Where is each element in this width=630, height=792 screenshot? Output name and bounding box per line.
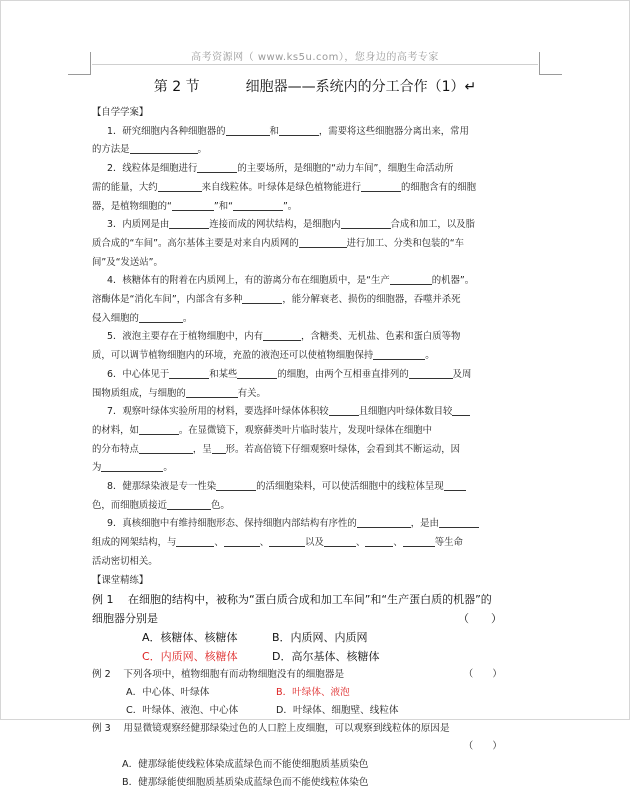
blank xyxy=(269,534,305,547)
example-2-options-ab xyxy=(92,684,542,702)
blank xyxy=(409,366,453,379)
blank xyxy=(452,403,470,416)
blank xyxy=(341,216,391,229)
blank xyxy=(361,179,401,192)
option-a: A．健那绿能使线粒体染成蓝绿色而不能使细胞质基质染色 xyxy=(122,759,369,771)
question-6: 6．中心体见于 和某些 的细胞，由两个互相垂直排列的 及周 围物质组成，与细胞的 有关。 xyxy=(92,366,542,403)
blank xyxy=(263,328,301,341)
page-title xyxy=(0,76,630,96)
blank xyxy=(233,198,283,211)
option-b: B．健那绿能使细胞质基质染成蓝绿色而不能使线粒体染色 xyxy=(122,777,369,789)
option-c: C．内质网、核糖体 xyxy=(142,650,238,664)
question-3: 3．内质网是由 连接而成的网状结构，是细胞内 合成和加工，以及脂 质合成的“车间”。高尔基体主要是对来自内质网的 进行加工、分类和包装的“车 间”及“发送站”。 xyxy=(92,216,542,272)
blank xyxy=(172,198,214,211)
question-8: 8．健那绿染液是专一性染 的活细胞染料，可以使活细胞中的线粒体呈现 色，而细胞质接近 色。 xyxy=(92,478,542,515)
question-1: 1．研究细胞内各种细胞器的 和 ，需要将这些细胞器分离出来，常用 的方法是 。 xyxy=(92,123,542,160)
blank xyxy=(357,515,411,528)
answer-bracket: （ ） xyxy=(463,741,502,753)
blank xyxy=(224,534,260,547)
classroom-heading: 【课堂精练】 xyxy=(92,574,149,586)
option-c: C．叶绿体、液泡、中心体 xyxy=(126,705,239,717)
blank xyxy=(130,141,198,154)
question-7: 7．观察叶绿体实验所用的材料，要选择叶绿体体积较 且细胞内叶绿体数目较 的材料，如 。在显微镜下，观察藓类叶片临时装片，发现叶绿体在细胞中 的分布特点 ，呈 形。若高倍镜下仔细观察叶绿体，会看到其不断运动，因 为 。 xyxy=(92,403,542,478)
section-topic: 细胞器——系统内的分工合作（1）↵ xyxy=(245,79,477,95)
blank xyxy=(299,235,347,248)
page-header: 高考资源网（ www.ks5u.com），您身边的高考专家 xyxy=(191,52,439,63)
question-4: 4．核糖体有的附着在内质网上，有的游离分布在细胞质中，是“生产 的机器”。 溶酶体是“消化车间”，内部含有多种 ，能分解衰老、损伤的细胞器，吞噬并杀死 侵入细胞的 。 xyxy=(92,272,542,328)
blank xyxy=(169,216,209,229)
section-number: 第 2 节 xyxy=(153,79,200,95)
blank xyxy=(329,403,359,416)
example-1-options-cd xyxy=(92,647,542,666)
option-d: D．叶绿体、细胞壁、线粒体 xyxy=(276,705,399,717)
option-a: A．中心体、叶绿体 xyxy=(126,687,210,699)
blank xyxy=(139,441,193,454)
option-b: B．内质网、内质网 xyxy=(272,631,368,645)
blank xyxy=(237,366,277,379)
blank xyxy=(139,310,183,323)
example-3-stem: 例 3 用显微镜观察经健那绿染过色的人口腔上皮细胞，可以观察到线粒体的原因是 xyxy=(92,723,450,735)
blank xyxy=(226,123,270,136)
answer-bracket: （ ） xyxy=(463,669,502,681)
option-d: D．高尔基体、核糖体 xyxy=(272,650,380,664)
question-9: 9．真核细胞中有维持细胞形态、保持细胞内部结构有序性的 ，是由 组成的网架结构，与 、 、 以及 、 、 等生命 活动密切相关。 xyxy=(92,515,542,571)
blank xyxy=(167,497,211,510)
question-5: 5．液泡主要存在于植物细胞中，内有 ，含糖类、无机盐、色素和蛋白质等物 质，可以调节植物细胞内的环境，充盈的液泡还可以使植物细胞保持 。 xyxy=(92,328,542,365)
blank xyxy=(139,422,179,435)
blank xyxy=(197,160,237,173)
option-b: B．叶绿体、液泡 xyxy=(276,687,350,699)
blank xyxy=(403,534,435,547)
answer-bracket: （ ） xyxy=(458,612,502,626)
blank xyxy=(279,123,319,136)
example-2-stem: 例 2 下列各项中，植物细胞有而动物细胞没有的细胞器是 （ ） xyxy=(92,666,542,684)
blank xyxy=(324,534,356,547)
blank xyxy=(176,534,214,547)
blank xyxy=(390,272,432,285)
example-1-options-ab xyxy=(92,628,542,647)
example-2-options-cd xyxy=(92,702,542,720)
question-2: 2．线粒体是细胞进行 的主要场所，是细胞的“动力车间”，细胞生命活动所 需的能量，大约 来自线粒体。叶绿体是绿色植物能进行 的细胞含有的细胞 器，是植物细胞的“ ”和“ ”。 xyxy=(92,160,542,216)
blank xyxy=(216,478,256,491)
blank xyxy=(186,385,238,398)
example-1-stem: 例 1 在细胞的结构中，被称为“蛋白质合成和加工车间”和“生产蛋白质的机器”的 xyxy=(92,593,492,607)
example-1 xyxy=(92,590,542,666)
example-2 xyxy=(92,666,542,720)
header-rule xyxy=(92,64,538,65)
blank xyxy=(158,179,202,192)
document-body xyxy=(92,104,542,792)
example-1-stem-2: 细胞器分别是 （ ） xyxy=(92,609,542,628)
blank xyxy=(365,534,393,547)
option-a: A．核糖体、核糖体 xyxy=(142,631,238,645)
blank xyxy=(242,291,282,304)
blank xyxy=(169,366,209,379)
example-3 xyxy=(92,720,542,792)
blank xyxy=(439,515,479,528)
blank xyxy=(212,441,226,454)
self-study-heading: 【自学学案】 xyxy=(92,107,149,118)
blank xyxy=(373,347,425,360)
blank xyxy=(444,478,466,491)
blank xyxy=(101,459,163,472)
